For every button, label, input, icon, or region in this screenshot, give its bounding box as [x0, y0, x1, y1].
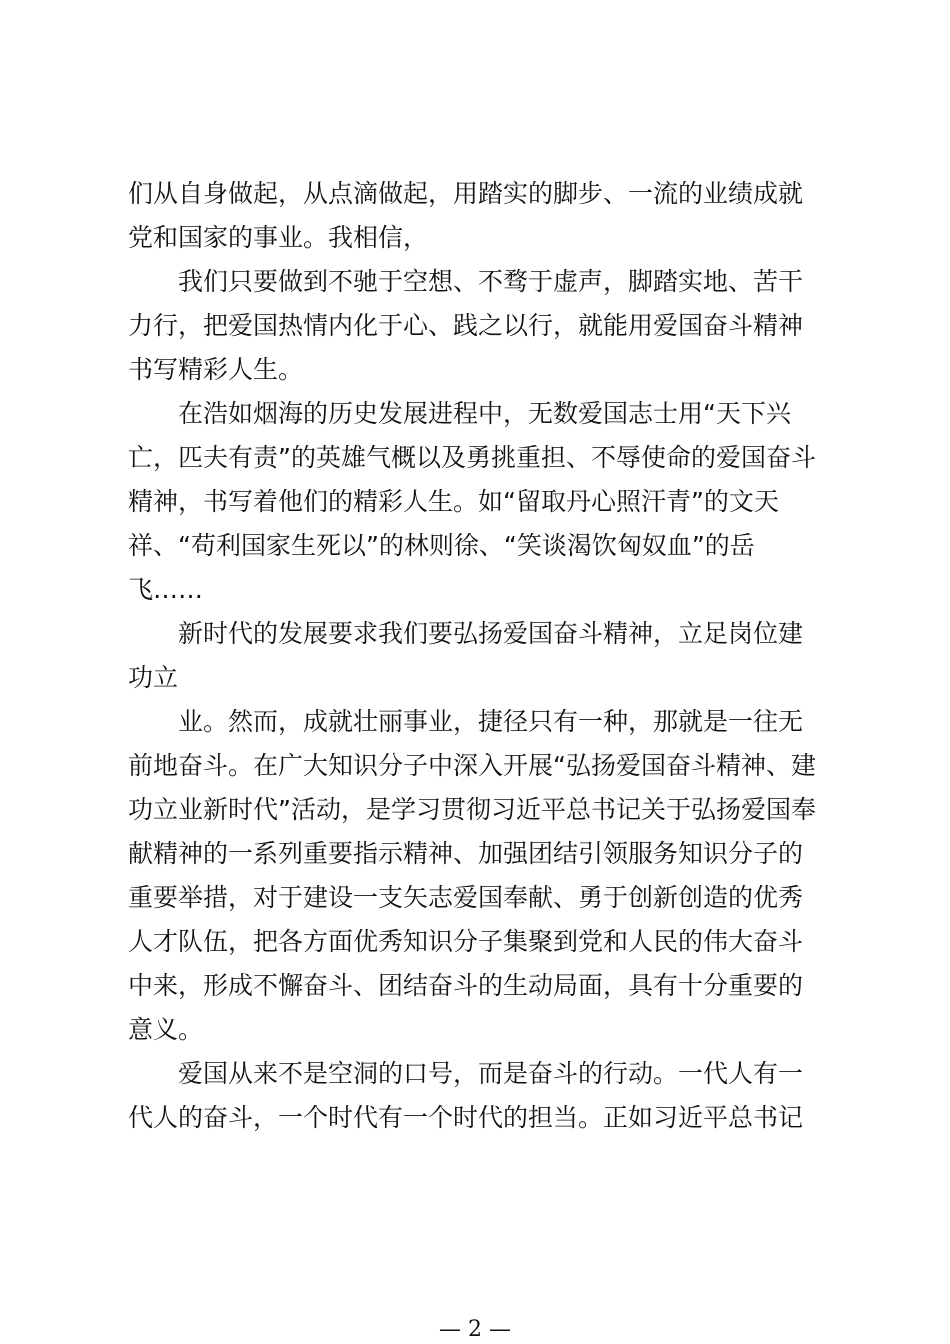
text-line: 精神，书写着他们的精彩人生。如“留取丹心照汗青”的文天 — [128, 487, 779, 516]
paragraph-start-line: 在浩如烟海的历史发展进程中，无数爱国志士用“天下兴 — [178, 399, 791, 428]
paragraph-start-line: 新时代的发展要求我们要弘扬爱国奋斗精神，立足岗位建 — [178, 619, 804, 648]
text-line: 力行，把爱国热情内化于心、践之以行，就能用爱国奋斗精神 — [128, 311, 804, 340]
text-line: 中来，形成不懈奋斗、团结奋斗的生动局面，具有十分重要的 — [128, 971, 804, 1000]
text-line: 前地奋斗。在广大知识分子中深入开展“弘扬爱国奋斗精神、建 — [128, 751, 816, 780]
text-line: 祥、“苟利国家生死以”的林则徐、“笑谈渴饮匈奴血”的岳 — [128, 531, 755, 560]
text-line: 重要举措，对于建设一支矢志爱国奉献、勇于创新创造的优秀 — [128, 883, 804, 912]
paragraph-start-line: 我们只要做到不驰于空想、不骛于虚声，脚踏实地、苦干 — [178, 267, 804, 296]
text-line: 献精神的一系列重要指示精神、加强团结引领服务知识分子的 — [128, 839, 804, 868]
text-line: 功立业新时代”活动，是学习贯彻习近平总书记关于弘扬爱国奉 — [128, 795, 816, 824]
text-line: 们从自身做起，从点滴做起，用踏实的脚步、一流的业绩成就 — [128, 179, 804, 208]
text-line: 亡，匹夫有责”的英雄气概以及勇挑重担、不辱使命的爱国奋斗 — [128, 443, 816, 472]
paragraph-start-line: 爱国从来不是空洞的口号，而是奋斗的行动。一代人有一 — [178, 1059, 804, 1088]
text-line: 党和国家的事业。我相信， — [128, 223, 429, 252]
text-line: 代人的奋斗，一个时代有一个时代的担当。正如习近平总书记 — [128, 1103, 804, 1132]
text-line: 书写精彩人生。 — [128, 355, 304, 384]
document-body — [128, 172, 832, 1140]
text-line: 人才队伍，把各方面优秀知识分子集聚到党和人民的伟大奋斗 — [128, 927, 804, 956]
text-line: 飞…… — [128, 575, 204, 604]
paragraph-start-line: 业。然而，成就壮丽事业，捷径只有一种，那就是一往无 — [178, 707, 804, 736]
page-number: — 2 — — [439, 1317, 511, 1342]
text-line: 功立 — [128, 663, 179, 692]
text-line: 意义。 — [128, 1015, 204, 1044]
